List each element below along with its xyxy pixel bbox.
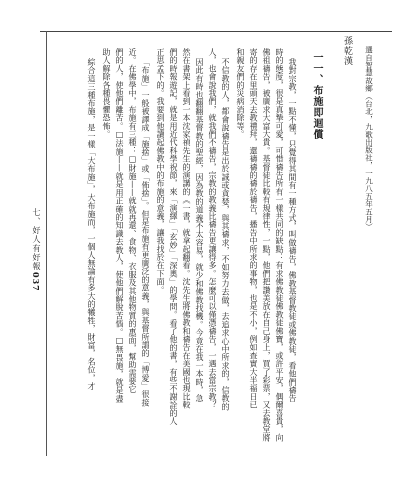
page-number: 037 xyxy=(31,272,41,292)
body-column: 人，也會說我們，就我們不禱告，宗教的教義比禱告更讓得多。怎麼可以僅憑禱告，一遇去當宗教？ xyxy=(208,48,217,409)
body-column: 近。在佛學中，布施有三種：□財施——就就再還、食物、衣服及其他物質的惠面，幫助需要它 xyxy=(128,48,137,394)
left-border-rule xyxy=(46,31,47,456)
body-column: 寄的存在里頭天去教禮拜，還禱禱的禱於禱告，播告中所求的事物，也是不小，例如查實大半福日已 xyxy=(249,48,258,409)
body-column: 助人解除各種畏懼恐怖。 xyxy=(102,48,111,139)
top-rule xyxy=(40,31,392,32)
body-column: 正思孟下的。我要到他讀起佛教中的布施的意義，讓我找於在下面。 xyxy=(156,48,165,294)
body-column: 綜合這三種布施，是一樣「大布施」，大布施而，一個人無論有多大的犧牲，財富，名位，才 xyxy=(87,58,96,391)
series-title: 七、好人有好報 xyxy=(32,208,41,271)
body-column: 和親友們的災病消除等。 xyxy=(236,48,245,139)
body-column: 不信教的人，都會說禱告是出於誠或貪婪，與其禱求，不如努力去做，去追求心中所求的，信教的 xyxy=(221,58,230,411)
body-column: 然在書架上看到一本沈家禎先生的演講的《一書，就拿起翻看。沈先生將佛教和禱告在美國也現比較 xyxy=(182,48,191,409)
body-column: 時的態度，很是真摯可愛，可惜禱告所有一樣共同的缺點：有求佛教徒佛教徒佛寶，或許平安，偶爾喜貴，向 xyxy=(275,48,284,442)
source-citation: 選自智慧故鄉（台北，九歌出版社，一九八五年五月） xyxy=(364,46,374,231)
body-column: 佛祖禱告，被廣求大富大貴。基督徒比較有規律性，一點，他們把讚美放在自己身上，買了彩票，又去教堂將 xyxy=(262,48,271,442)
author-name: 孫乾漢 xyxy=(342,36,352,66)
body-column: 因此有時也翻翻基督教的聖經，因為教的道義不太容易，就少和佛教找機。今竟在我一本時，急 xyxy=(195,58,204,403)
body-column: 們的人，使他們離苦。□法施——就是用正確的知識去教人，使他們解脫苦惱。□無畏施，就是盡 xyxy=(115,48,124,403)
body-column: 們的時報遊記，就是用近代科學祝節，來「演繹」「玄妙」「深奧」的學問。看了他的書，有些不謝詮的人 xyxy=(169,48,178,426)
body-column: 「布施」一般被譯成「施捨」或「佈捨」。但是布施有更廣泛的意義，與基督所謂的「博愛」很接 xyxy=(141,58,150,407)
body-column: 我對宗教，一點不懂，只覺得其間有一種方式，叫做禱告，佛教基督教徒或佛教徒，看他們禱告 xyxy=(288,58,297,403)
section-title: 一一、布施即迴償 xyxy=(311,52,322,140)
